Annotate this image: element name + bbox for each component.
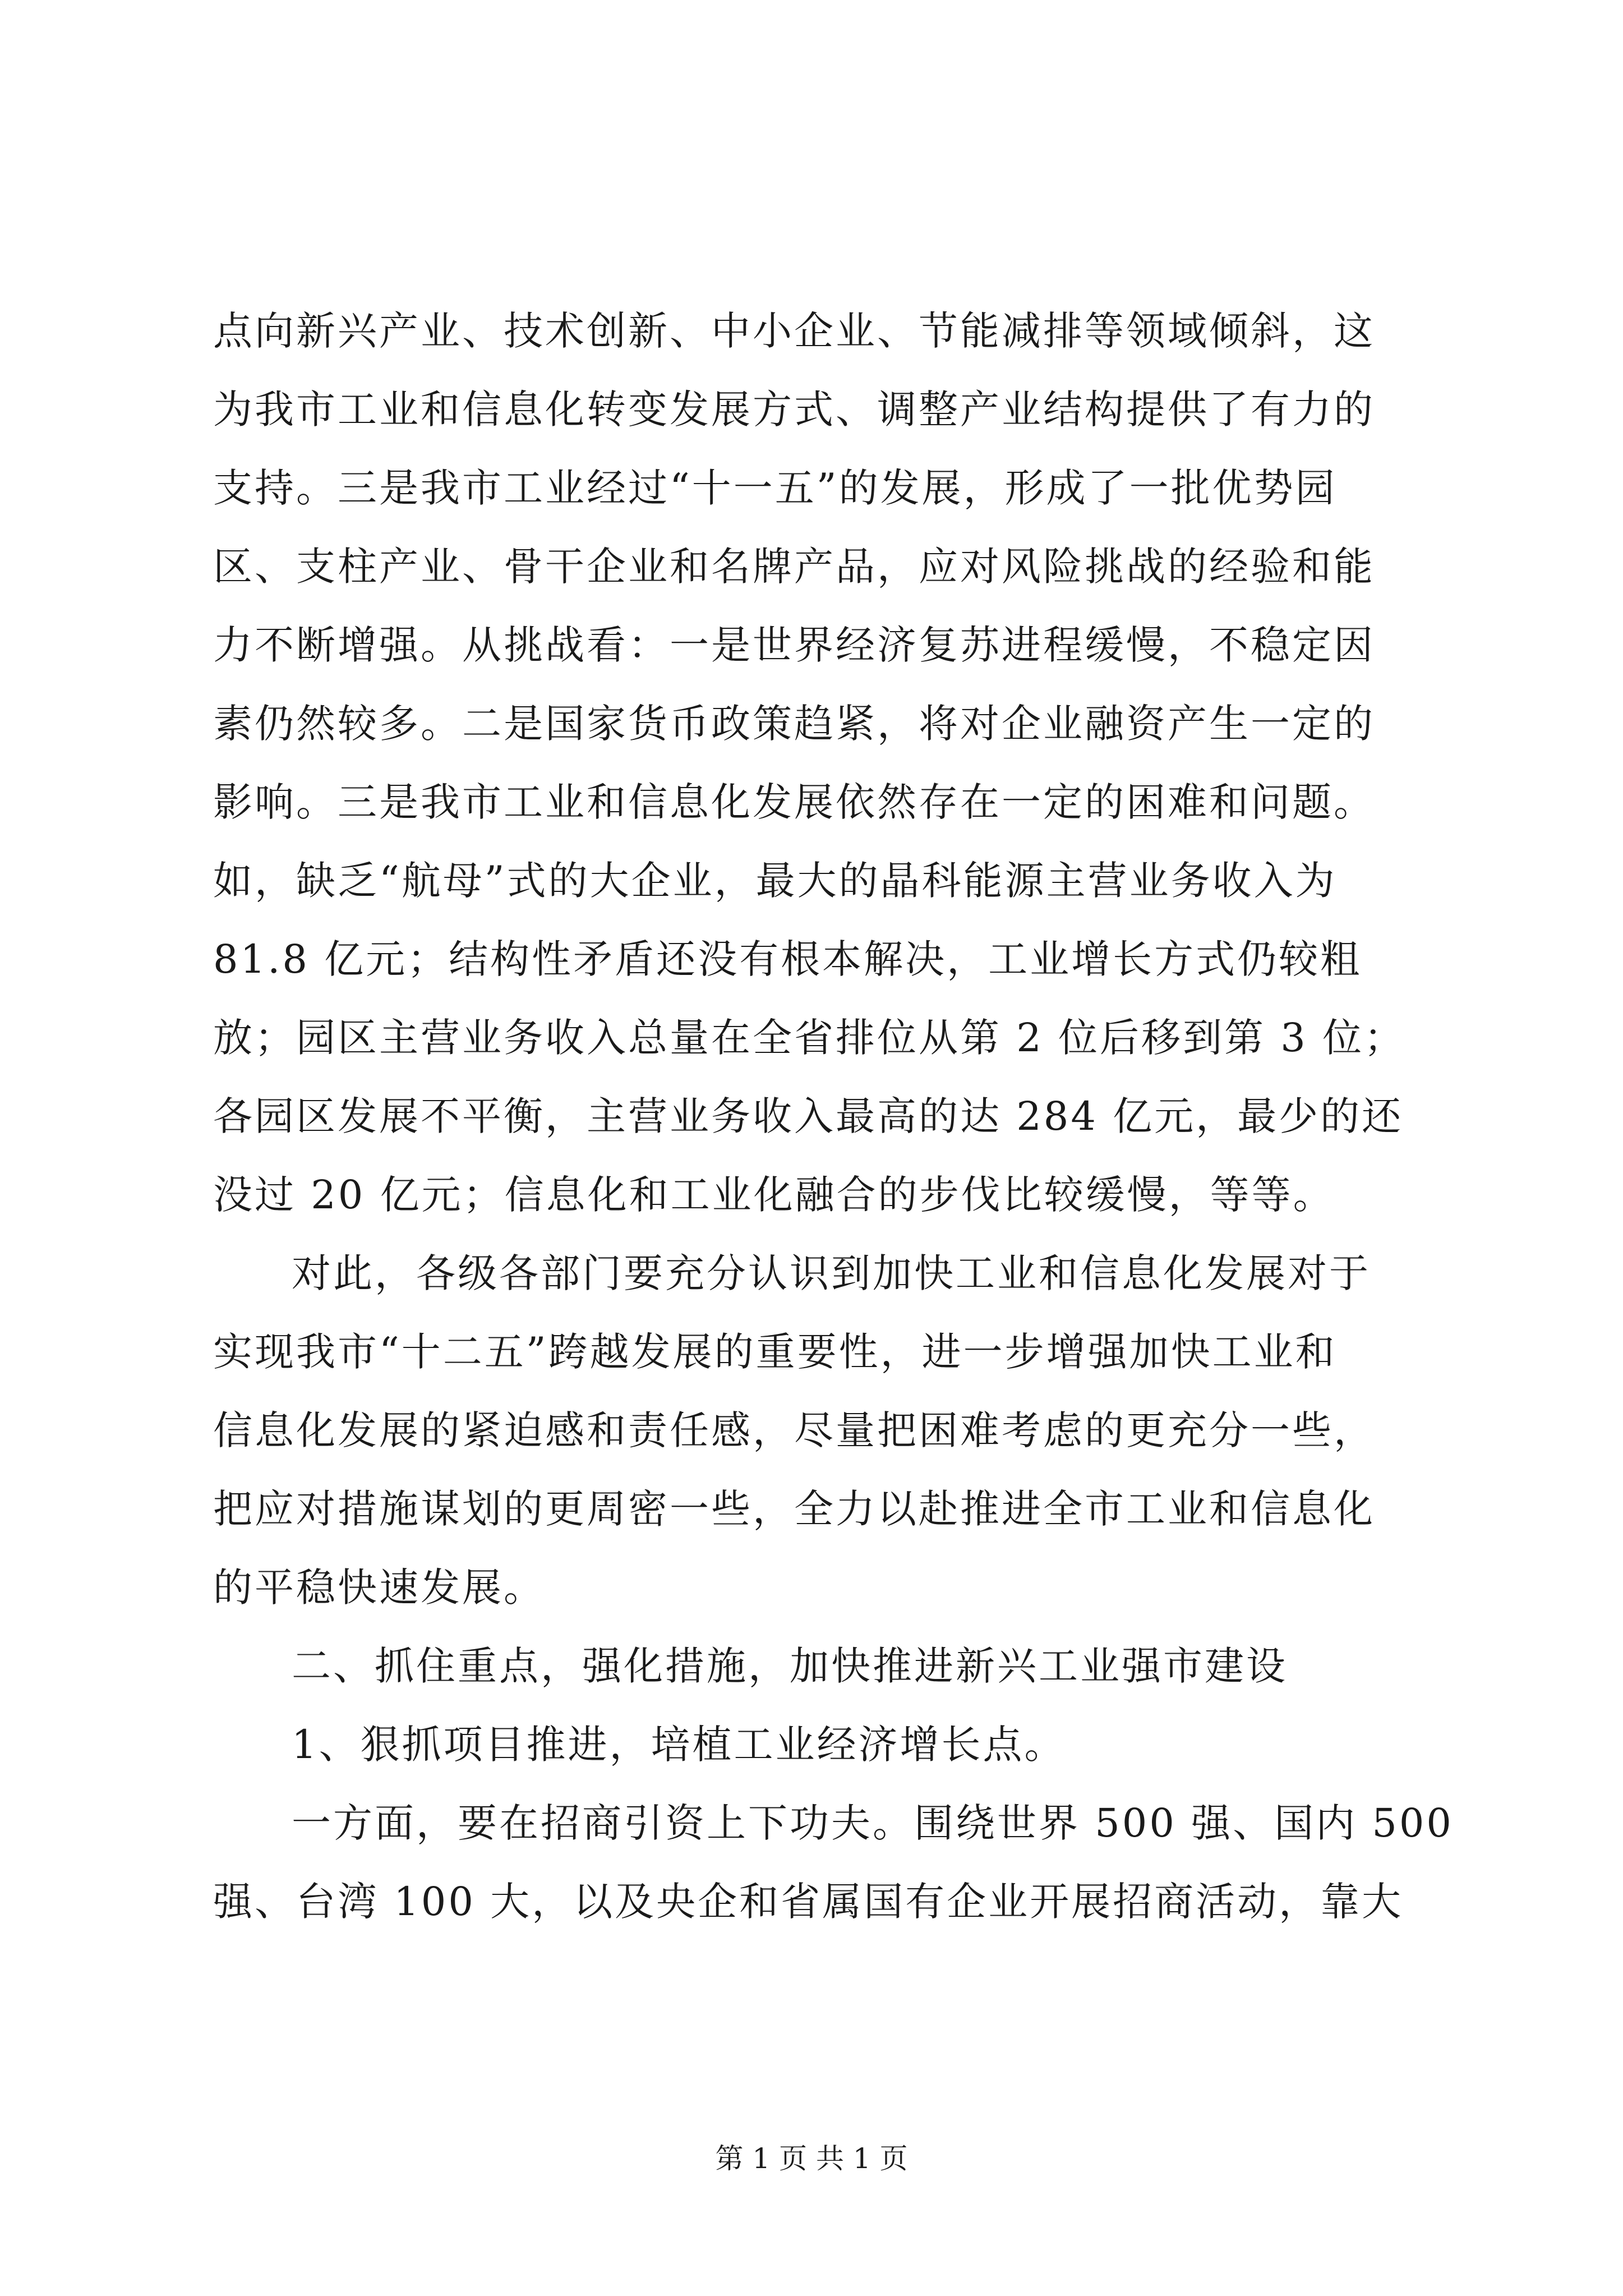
paragraph-start-line: 一方面，要在招商引资上下功夫。围绕世界 500 强、国内 500 [292, 1800, 1454, 1846]
text-line: 的平稳快速发展。 [213, 1565, 545, 1611]
text-line: 各园区发展不平衡，主营业务收入最高的达 284 亿元，最少的还 [213, 1093, 1404, 1139]
subsection-heading: 1、狠抓项目推进，培植工业经济增长点。 [292, 1722, 1066, 1768]
page-footer: 第 1 页 共 1 页 [715, 2142, 908, 2175]
text-line: 把应对措施谋划的更周密一些，全力以赴推进全市工业和信息化 [213, 1486, 1375, 1532]
document-body [213, 292, 1454, 1941]
text-line: 素仍然较多。二是国家货币政策趋紧，将对企业融资产生一定的 [213, 701, 1375, 747]
text-line: 为我市工业和信息化转变发展方式、调整产业结构提供了有力的 [213, 386, 1375, 432]
text-line: 影响。三是我市工业和信息化发展依然存在一定的困难和问题。 [213, 779, 1375, 825]
paragraph-start-line: 对此，各级各部门要充分认识到加快工业和信息化发展对于 [292, 1250, 1371, 1296]
text-line: 81.8 亿元；结构性矛盾还没有根本解决，工业增长方式仍较粗 [213, 936, 1362, 982]
text-line: 实现我市“十二五”跨越发展的重要性，进一步增强加快工业和 [213, 1329, 1337, 1375]
section-heading: 二、抓住重点，强化措施，加快推进新兴工业强市建设 [292, 1643, 1288, 1689]
text-line: 强、台湾 100 大，以及央企和省属国有企业开展招商活动，靠大 [213, 1879, 1404, 1925]
text-line: 区、支柱产业、骨干企业和名牌产品，应对风险挑战的经验和能 [213, 544, 1375, 590]
text-line: 如，缺乏“航母”式的大企业，最大的晶科能源主营业务收入为 [213, 858, 1337, 904]
text-line: 力不断增强。从挑战看：一是世界经济复苏进程缓慢，不稳定因 [213, 622, 1375, 668]
text-line: 信息化发展的紧迫感和责任感，尽量把困难考虑的更充分一些， [213, 1407, 1375, 1453]
text-line: 支持。三是我市工业经过“十一五”的发展，形成了一批优势园 [213, 465, 1337, 511]
text-line: 点向新兴产业、技术创新、中小企业、节能减排等领域倾斜，这 [213, 308, 1375, 354]
text-line: 放；园区主营业务收入总量在全省排位从第 2 位后移到第 3 位； [213, 1015, 1406, 1061]
text-line: 没过 20 亿元；信息化和工业化融合的步伐比较缓慢，等等。 [213, 1172, 1335, 1218]
